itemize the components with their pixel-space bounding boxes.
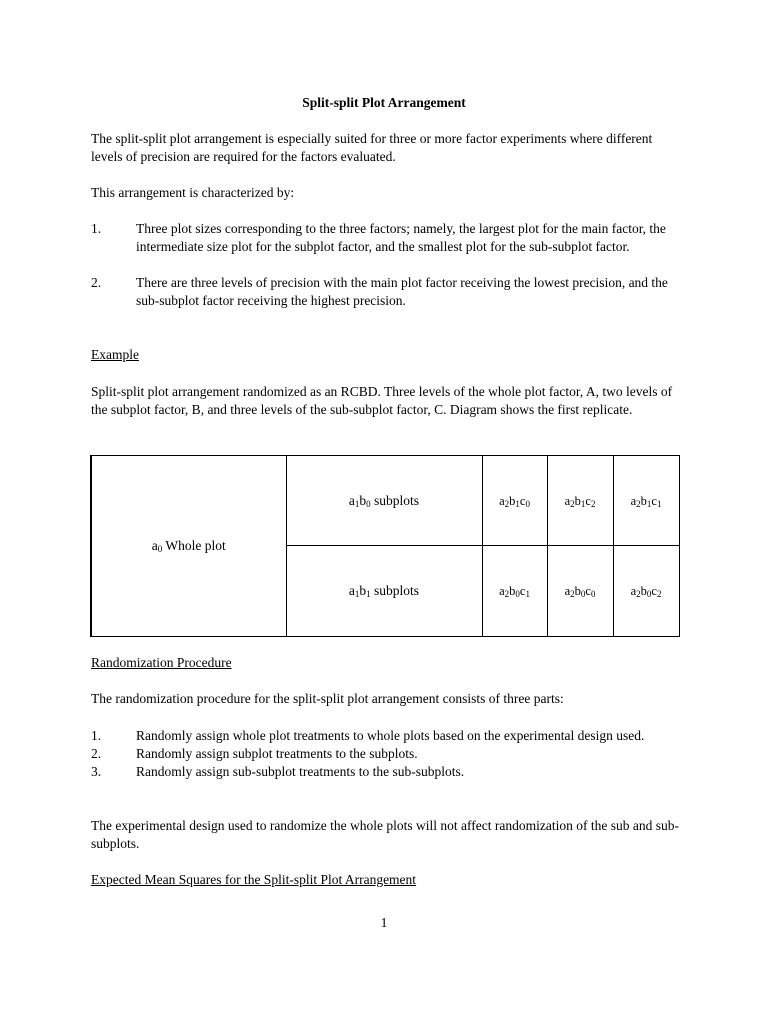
list-item [91, 220, 681, 256]
subplot-a: a [348, 492, 355, 508]
whole-plot-cell [91, 456, 286, 637]
subplot-a-sub: 1 [354, 498, 360, 509]
randomization-note: The experimental design used to randomize the whole plots will not affect randomization of the sub and sub-subplots. [91, 818, 679, 851]
list-item-number: 2. [91, 275, 102, 290]
cell-b-sub: 1 [515, 498, 520, 509]
sub-subplot-cell [482, 546, 547, 637]
cell-a-sub: 2 [636, 498, 641, 509]
list-item [91, 727, 681, 745]
cell-b-sub: 0 [580, 589, 586, 599]
cell-c: c [519, 584, 526, 598]
sub-subplot-cell [547, 456, 613, 546]
cell-a-sub: 2 [570, 589, 575, 599]
example-paragraph: Split-split plot arrangement randomized as an RCBD. Three levels of the whole plot factor, A, two levels of the subplot factor, B, and three levels of the sub-subplot factor, C. Diagram shows the first replicate. [91, 384, 673, 417]
cell-a-sub: 2 [504, 498, 510, 509]
cell-a: a [499, 493, 505, 508]
cell-c-sub: 0 [525, 498, 530, 509]
cell-b-sub: 1 [646, 498, 652, 509]
randomization-intro: The randomization procedure for the split-split plot arrangement consists of three parts: [91, 691, 564, 706]
list-item-text: There are three levels of precision with the main plot factor receiving the lowest precision, and the sub-subplot factor receiving the highest precision. [136, 275, 668, 308]
cell-b-sub: 0 [646, 589, 652, 599]
cell-c-sub: 1 [656, 498, 662, 509]
sub-subplot-cell [547, 546, 613, 637]
ems-heading: Expected Mean Squares for the Split-split Plot Arrangement [91, 872, 417, 887]
sub-subplot-cell [613, 546, 679, 637]
subplot-label: subplots [370, 583, 420, 598]
cell-a: a [499, 584, 505, 598]
subplot-cell [286, 456, 482, 546]
subplot-cell [286, 546, 482, 637]
cell-a: a [564, 493, 571, 508]
cell-b: b [509, 584, 516, 598]
list-item-number: 1. [91, 221, 102, 236]
whole-plot-a-sub: 0 [157, 544, 163, 554]
list-item-number: 3. [91, 764, 102, 779]
cell-c-sub: 0 [590, 589, 596, 599]
cell-a: a [630, 584, 637, 598]
list-item-text: Randomly assign sub-subplot treatments to the sub-subplots. [136, 764, 465, 779]
randomization-heading: Randomization Procedure [91, 655, 232, 670]
cell-b: b [509, 493, 516, 508]
intro-paragraph: The split-split plot arrangement is especially suited for three or more factor experiments where different levels of precision are required for the factors evaluated. [91, 131, 653, 164]
cell-a: a [564, 584, 571, 598]
cell-c: c [585, 584, 591, 598]
cell-b-sub: 1 [580, 498, 586, 509]
cell-c: c [651, 493, 657, 508]
whole-plot-a: a [151, 538, 158, 553]
cell-b: b [640, 584, 647, 598]
cell-c: c [651, 584, 657, 598]
characteristics-list [91, 220, 681, 310]
cell-b: b [640, 493, 647, 508]
randomization-steps-list [91, 727, 681, 781]
list-item-text: Randomly assign subplot treatments to the subplots. [136, 746, 418, 761]
cell-a-sub: 2 [504, 589, 510, 599]
cell-a-sub: 2 [636, 589, 641, 599]
cell-a-sub: 2 [570, 498, 575, 509]
subplot-b-sub: 0 [366, 498, 371, 509]
cell-c-sub: 1 [525, 589, 530, 599]
whole-plot-label: Whole plot [162, 538, 226, 553]
page-number: 1 [380, 915, 388, 930]
cell-c: c [585, 493, 591, 508]
document-title: Split-split Plot Arrangement [302, 95, 466, 110]
cell-b: b [574, 584, 581, 598]
subplot-b-sub: 1 [366, 589, 371, 599]
list-item-text: Randomly assign whole plot treatments to whole plots based on the experimental design used. [136, 728, 645, 743]
cell-c-sub: 2 [590, 498, 596, 509]
cell-b-sub: 0 [515, 589, 520, 599]
list-item-number: 2. [91, 746, 102, 761]
list-item-number: 1. [91, 728, 102, 743]
cell-c: c [519, 493, 526, 508]
list-item [91, 763, 681, 781]
subplot-b: b [359, 583, 367, 598]
subplot-a-sub: 1 [354, 589, 360, 599]
cell-c-sub: 2 [656, 589, 662, 599]
subplot-b: b [359, 492, 367, 508]
split-plot-diagram [90, 455, 680, 637]
list-item [91, 274, 681, 310]
cell-a: a [630, 493, 637, 508]
subplot-a: a [348, 583, 355, 598]
list-item-text: Three plot sizes corresponding to the three factors; namely, the largest plot for the main factor, the intermediate size plot for the subplot factor, and the smallest plot for the sub-subplot factor. [136, 221, 666, 254]
list-item [91, 745, 681, 763]
characterized-paragraph: This arrangement is characterized by: [91, 185, 295, 200]
cell-b: b [574, 493, 581, 508]
sub-subplot-cell [613, 456, 679, 546]
sub-subplot-cell [482, 456, 547, 546]
subplot-label: subplots [370, 492, 420, 508]
example-heading: Example [91, 347, 139, 362]
